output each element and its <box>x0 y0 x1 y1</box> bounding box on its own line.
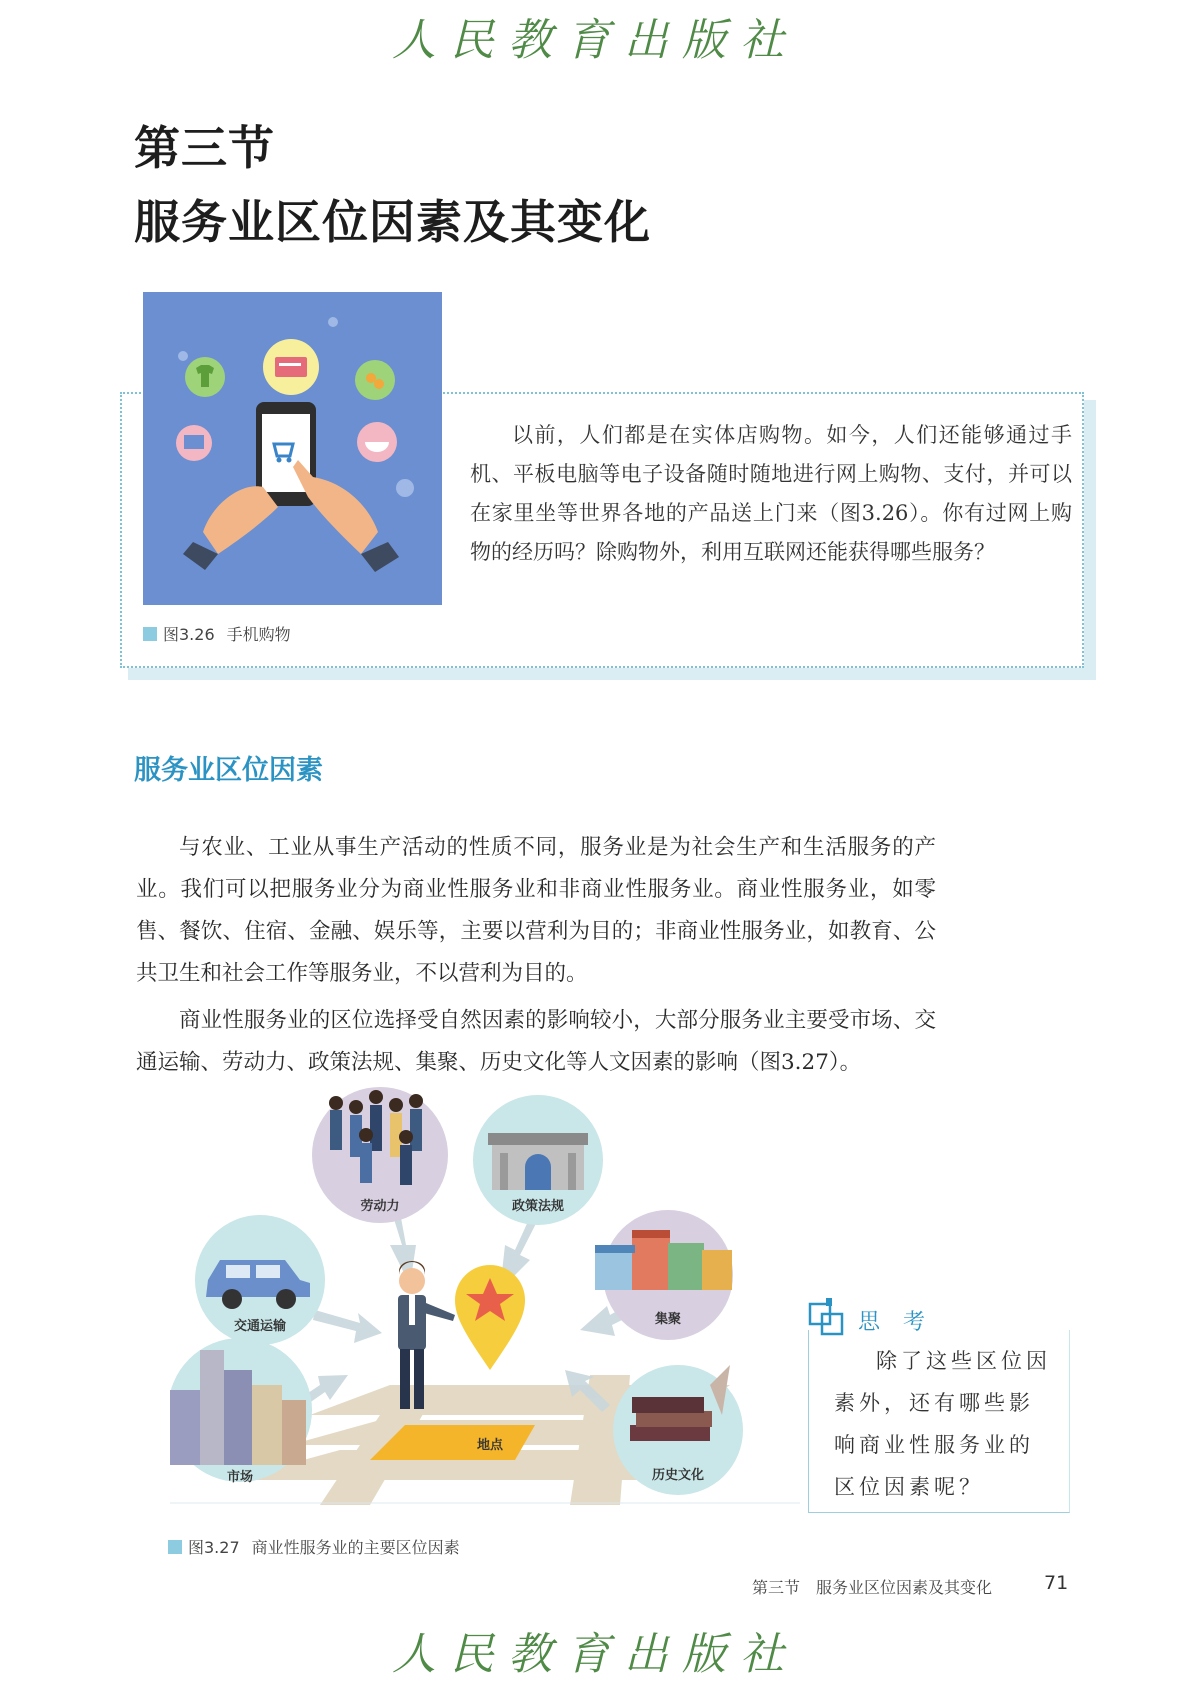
publisher-logo-bottom: 人民教育出版社 <box>392 1629 798 1680</box>
figure-title: 手机购物 <box>226 625 291 644</box>
figure-number: 图3.27 <box>188 1538 240 1557</box>
label-transport: 交通运输 <box>233 1319 287 1334</box>
think-text: 除了这些区位因素外，还有哪些影响商业性服务业的区位因素呢？ <box>834 1349 1051 1499</box>
figure-3-26-mobile-shopping <box>143 292 442 605</box>
caption-marker <box>168 1540 182 1554</box>
think-heading: 思 考 <box>858 1310 933 1335</box>
figure-title: 商业性服务业的主要区位因素 <box>251 1538 460 1557</box>
chapter-title: 服务业区位因素及其变化 <box>134 195 651 249</box>
government-building-icon <box>488 1133 588 1190</box>
running-footer <box>752 1575 992 1598</box>
body-paragraph-1: 与农业、工业从事生产活动的性质不同，服务业是为社会生产和生活服务的产业。我们可以把服务业分为商业性服务业和非商业性服务业。商业性服务业，如零售、餐饮、住宿、金融、娱乐等，主要以营利为目的；非商业性服务业，如教育、公共卫生和社会工作等服务业，不以营利为目的。 <box>136 835 936 986</box>
label-labor: 劳动力 <box>360 1199 400 1214</box>
figure-number: 图3.26 <box>163 625 215 644</box>
label-policy: 政策法规 <box>511 1199 565 1214</box>
subsection-title: 服务业区位因素 <box>134 755 323 786</box>
footer-title: 服务业区位因素及其变化 <box>816 1578 993 1597</box>
figure-3-27-location-factors <box>170 1085 800 1525</box>
section-number: 第三节 <box>134 121 275 175</box>
location-pin-icon <box>455 1265 525 1370</box>
footer-section: 第三节 <box>752 1578 801 1597</box>
body-paragraph-2: 商业性服务业的区位选择受自然因素的影响较小，大部分服务业主要受市场、交通运输、劳动力、政策法规、集聚、历史文化等人文因素的影响（图3.27）。 <box>136 1008 936 1075</box>
label-market: 市场 <box>226 1470 254 1485</box>
figure-caption-3-27 <box>168 1535 460 1558</box>
label-agglomeration: 集聚 <box>654 1312 682 1327</box>
publisher-logo-top: 人民教育出版社 <box>392 15 798 66</box>
intro-text: 以前，人们都是在实体店购物。如今，人们还能够通过手机、平板电脑等电子设备随时随地进行网上购物、支付，并可以在家里坐等世界各地的产品送上门来（图3.26）。你有过网上购物的经历吗？除购物外，利用互联网还能获得哪些服务？ <box>470 423 1072 564</box>
page-number: 71 <box>1044 1572 1069 1594</box>
label-location: 地点 <box>476 1438 504 1453</box>
figure-caption-3-26 <box>143 622 291 645</box>
caption-marker <box>143 627 157 641</box>
label-history: 历史文化 <box>651 1468 705 1483</box>
